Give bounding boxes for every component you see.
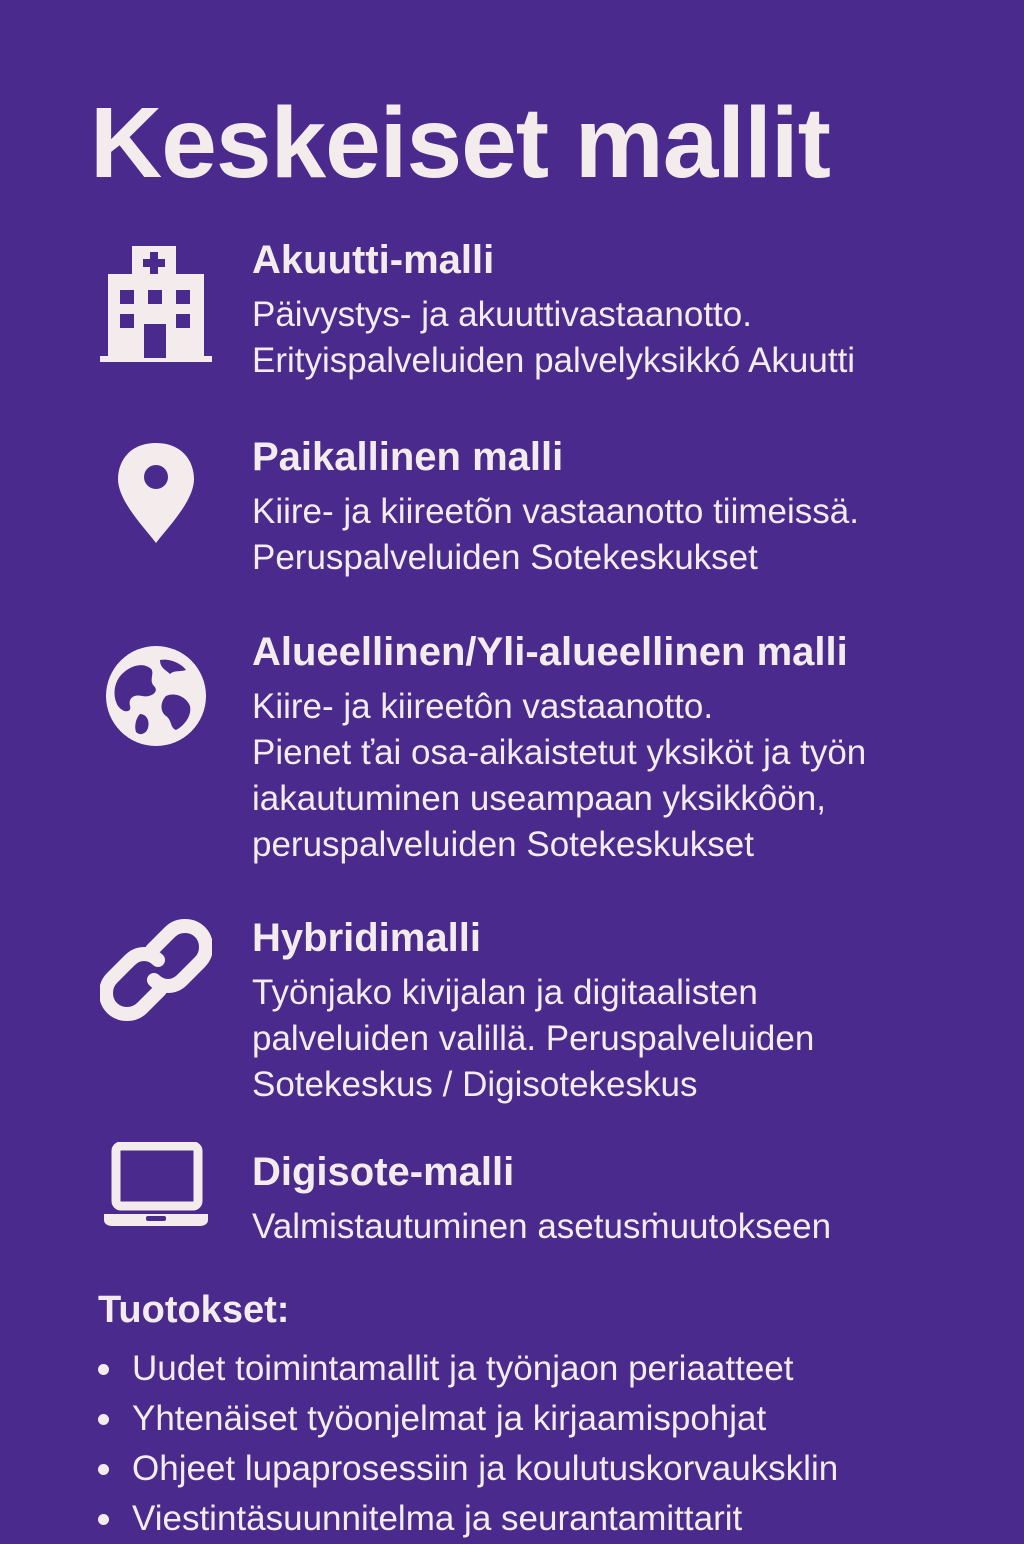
bullet-icon [98,1364,109,1375]
laptop-icon [100,1142,212,1262]
outputs-title: Tuotokset: [98,1289,290,1331]
model-description: Kiire- ja kiireetôn vastaanotto. Pienet ťai osa-aikaistetut yksiköt ja työn iakautuminen useampaan yksikkôön, peruspalveluiden Sotekeskukset [252,687,867,864]
hospital-icon [100,246,212,366]
model-title: Digisote-malli [252,1150,515,1194]
bullet-icon [98,1414,109,1425]
list-item [96,1494,838,1544]
model-description: Kiire- ja kiireetõn vastaanotto tiimeissä. Peruspalveluiden Sotekeskukset [252,492,859,577]
list-item-text: Viestintäsuunnitelma ja seurantamittarit [132,1499,743,1538]
bullet-icon [98,1464,109,1475]
globe-icon [100,640,212,760]
page-title: Keskeiset mallit [90,87,830,199]
model-title: Alueellinen/Yli-alueellinen malli [252,630,848,674]
list-item-text: Ohjeet lupaprosessiin ja koulutuskorvauksklin [132,1449,839,1488]
model-description: Päivystys- ja akuuttivastaanotto. Erityispalveluiden palvelyksikkó Akuutti [252,295,856,380]
model-title: Akuutti-malli [252,238,495,282]
link-icon [100,910,212,1030]
bullet-icon [98,1514,109,1525]
list-item-text: Uudet toimintamallit ja työnjaon periaatteet [132,1349,794,1388]
list-item-text: Yhtenäiset työonjelmat ja kirjaamispohjat [132,1399,767,1438]
list-item [96,1444,838,1494]
model-description: Työnjako kivijalan ja digitaalisten palveluiden valillä. Peruspalveluiden Sotekeskus / Digisotekeskus [252,973,815,1104]
location-pin-icon [100,441,212,561]
model-title: Hybridimalli [252,916,481,960]
list-item [96,1394,838,1444]
outputs-list [96,1344,838,1544]
list-item [96,1344,838,1394]
model-title: Paikallinen malli [252,435,564,479]
model-description: Valmistautuminen asetusṁuutokseen [252,1207,832,1246]
